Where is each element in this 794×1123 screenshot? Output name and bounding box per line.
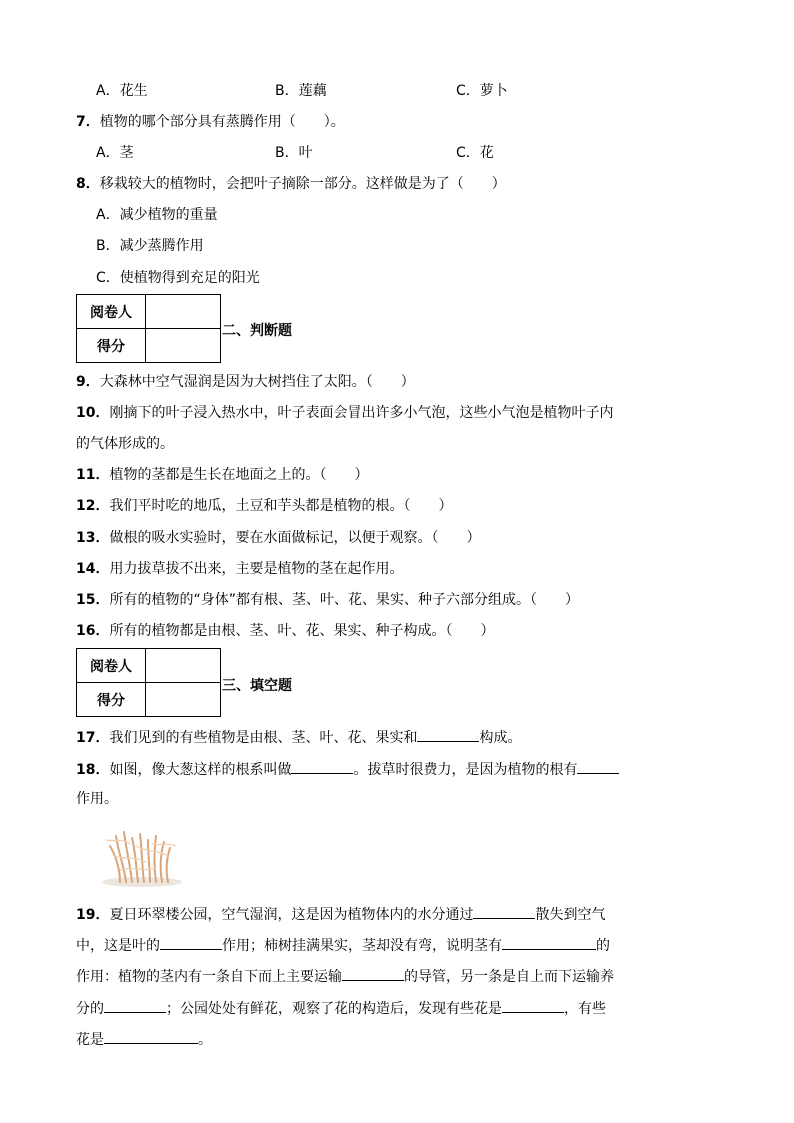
question-11 xyxy=(76,465,368,485)
answer-blank[interactable] xyxy=(473,903,535,919)
section-title-fill: 三、填空题 xyxy=(222,678,292,694)
question-text: 作用：植物的茎内有一条自下而上主要运输 xyxy=(76,969,342,985)
question-number: 12． xyxy=(76,498,110,514)
question-text: ，有些 xyxy=(564,1001,606,1017)
question-text: ；公园处处有鲜花，观察了花的构造后，发现有些花是 xyxy=(166,1001,502,1017)
question-text: 的导管，另一条是自上而下运输养 xyxy=(404,969,614,985)
question-number: 10． xyxy=(76,405,110,421)
question-10 xyxy=(76,403,613,423)
grader-table-2 xyxy=(76,648,221,717)
question-13 xyxy=(76,528,480,548)
question-number: 13． xyxy=(76,530,110,546)
reviewer-label: 阅卷人 xyxy=(77,295,146,329)
question-number: 18． xyxy=(76,762,110,778)
q8-option-a: A．减少植物的重量 xyxy=(96,207,218,223)
question-text: 移栽较大的植物时，会把叶子摘除一部分。这样做是为了（ ） xyxy=(99,176,506,192)
q6-option-a: A．花生 xyxy=(96,83,148,99)
question-number: 14． xyxy=(76,561,110,577)
question-number: 11． xyxy=(76,467,110,483)
question-number: 7． xyxy=(76,114,100,130)
question-text: 所有的植物的“身体”都有根、茎、叶、花、果实、种子六部分组成。（ ） xyxy=(109,592,579,608)
question-text: 我们平时吃的地瓜，土豆和芋头都是植物的根。（ ） xyxy=(109,498,453,514)
q7-option-a: A．茎 xyxy=(96,145,134,161)
answer-blank[interactable] xyxy=(160,934,222,950)
question-number: 17． xyxy=(76,730,110,746)
reviewer-cell xyxy=(146,649,221,683)
question-number: 9． xyxy=(76,374,100,390)
question-12 xyxy=(76,496,452,516)
q8-option-c: C．使植物得到充足的阳光 xyxy=(96,270,260,286)
question-text: 构成。 xyxy=(479,730,522,746)
question-17 xyxy=(76,726,521,748)
answer-blank[interactable] xyxy=(104,997,166,1013)
score-cell xyxy=(146,329,221,363)
question-text: 所有的植物都是由根、茎、叶、花、果实、种子构成。（ ） xyxy=(109,623,495,639)
question-text: 植物的哪个部分具有蒸腾作用（ ）。 xyxy=(99,114,345,130)
question-text: 做根的吸水实验时，要在水面做标记，以便于观察。（ ） xyxy=(109,530,481,546)
answer-blank[interactable] xyxy=(502,934,596,950)
question-7 xyxy=(76,112,345,132)
answer-blank[interactable] xyxy=(104,1028,198,1044)
answer-blank[interactable] xyxy=(291,758,353,774)
question-15 xyxy=(76,590,579,610)
q7-option-b: B．叶 xyxy=(275,145,313,161)
reviewer-label: 阅卷人 xyxy=(77,649,146,683)
question-19-line-3 xyxy=(76,965,614,987)
question-text: 花是 xyxy=(76,1032,104,1048)
question-text: 分的 xyxy=(76,1001,104,1017)
question-19-line-2 xyxy=(76,934,610,956)
q6-option-b: B．莲藕 xyxy=(275,83,327,99)
answer-blank[interactable] xyxy=(417,726,479,742)
question-text: 散失到空气 xyxy=(535,907,606,923)
question-18-continued: 作用。 xyxy=(76,791,118,807)
question-number: 16． xyxy=(76,623,110,639)
question-text: 植物的茎都是生长在地面之上的。（ ） xyxy=(109,467,369,483)
question-18 xyxy=(76,758,619,780)
question-16 xyxy=(76,621,494,641)
q7-option-c: C．花 xyxy=(456,145,494,161)
answer-blank[interactable] xyxy=(502,997,564,1013)
grader-table-1 xyxy=(76,294,221,363)
question-19-line-4 xyxy=(76,997,606,1019)
question-text: 刚摘下的叶子浸入热水中，叶子表面会冒出许多小气泡，这些小气泡是植物叶子内 xyxy=(109,405,614,421)
q6-option-c: C．萝卜 xyxy=(456,83,508,99)
question-number: 19． xyxy=(76,907,110,923)
q8-option-b: B．减少蒸腾作用 xyxy=(96,238,204,254)
reviewer-cell xyxy=(146,295,221,329)
question-text: 如图，像大葱这样的根系叫做 xyxy=(109,762,292,778)
question-10-continued: 的气体形成的。 xyxy=(76,436,174,452)
question-19-line-5 xyxy=(76,1028,212,1050)
question-text: 大森林中空气湿润是因为大树挡住了太阳。（ ） xyxy=(99,374,415,390)
question-number: 8． xyxy=(76,176,100,192)
question-9 xyxy=(76,372,415,392)
question-text: 的 xyxy=(596,938,610,954)
question-text: 中，这是叶的 xyxy=(76,938,160,954)
question-text: 。 xyxy=(198,1032,212,1048)
question-text: 作用；柿树挂满果实，茎却没有弯，说明茎有 xyxy=(222,938,502,954)
score-cell xyxy=(146,683,221,717)
score-label: 得分 xyxy=(77,329,146,363)
question-number: 15． xyxy=(76,592,110,608)
section-title-judge: 二、判断题 xyxy=(222,323,292,339)
question-text: 。拔草时很费力，是因为植物的根有 xyxy=(353,762,578,778)
fibrous-root-image xyxy=(96,826,188,888)
question-19 xyxy=(76,903,605,925)
question-8 xyxy=(76,174,506,194)
question-14 xyxy=(76,559,403,579)
question-text: 用力拔草拔不出来，主要是植物的茎在起作用。 xyxy=(109,561,404,577)
question-text: 夏日环翠楼公园，空气湿润，这是因为植物体内的水分通过 xyxy=(109,907,474,923)
score-label: 得分 xyxy=(77,683,146,717)
answer-blank[interactable] xyxy=(577,758,619,774)
question-text: 我们见到的有些植物是由根、茎、叶、花、果实和 xyxy=(109,730,418,746)
answer-blank[interactable] xyxy=(342,965,404,981)
